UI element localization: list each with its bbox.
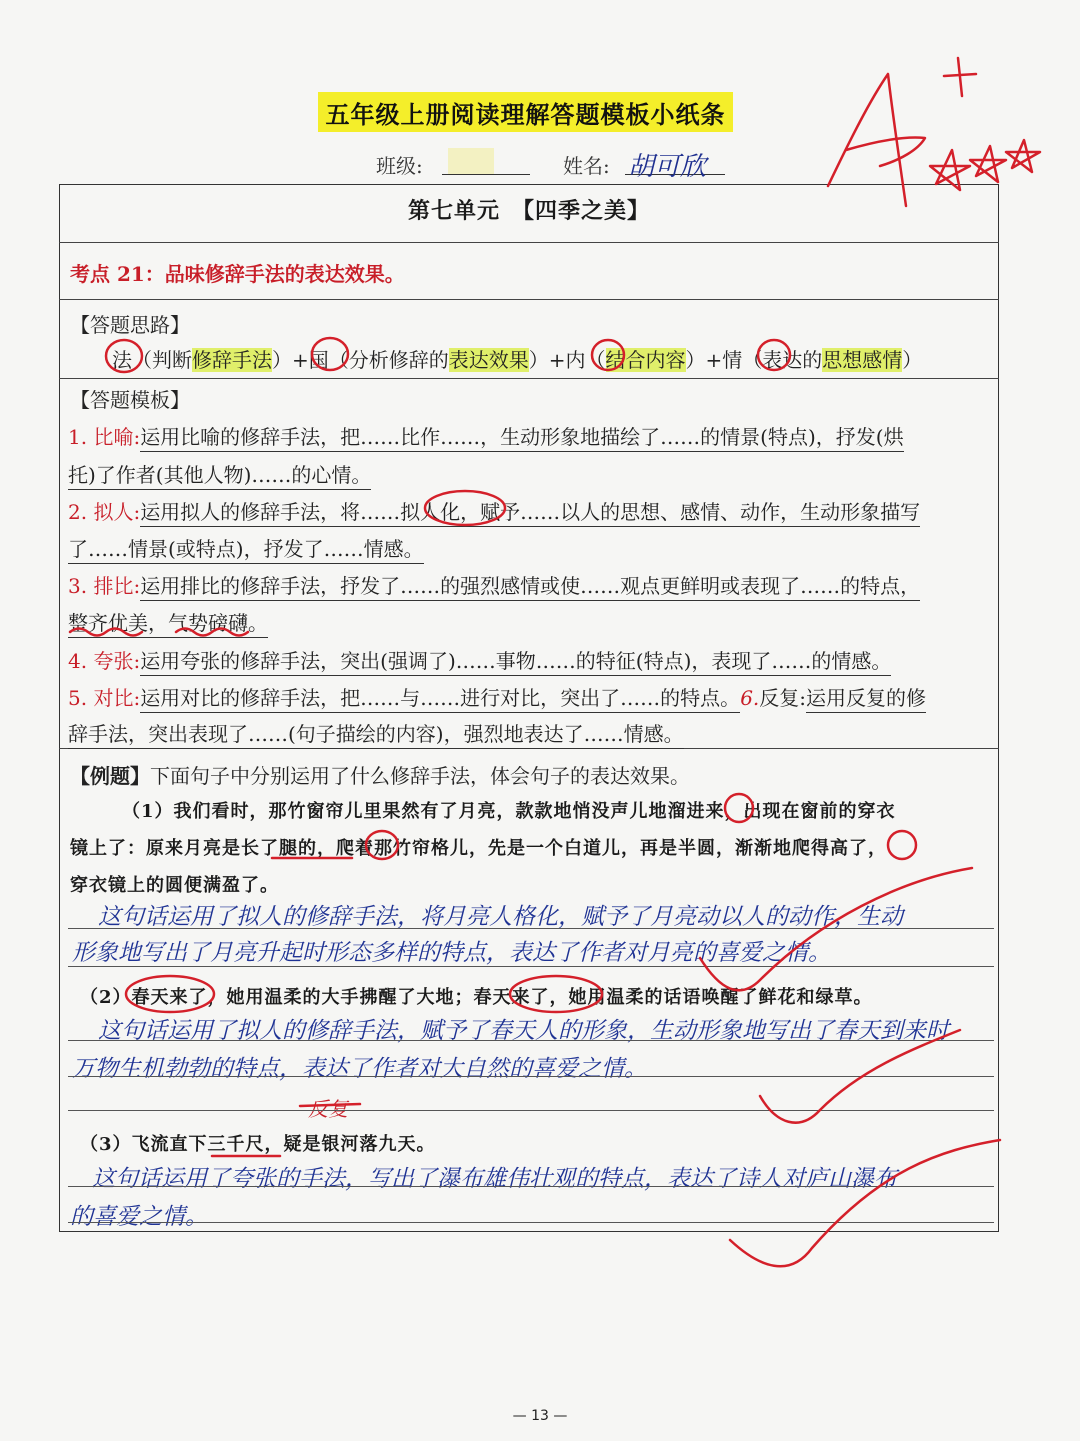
template-number: 5. 对比: [68, 686, 141, 710]
answer3-line2: 的喜爱之情。 [70, 1204, 208, 1230]
sikao-part: ） [902, 348, 923, 372]
answer2-line2: 万物生机勃勃的特点，表达了作者对大自然的喜爱之情。 [72, 1056, 647, 1082]
answer2-line1: 这句话运用了拟人的修辞手法，赋予了春天人的形象，生动形象地写出了春天到来时 [98, 1018, 949, 1044]
example-label: 【例题】 [70, 764, 150, 788]
class-highlight [448, 148, 494, 174]
answer-rule [68, 928, 994, 929]
class-label: 班级: [376, 154, 423, 178]
template-number: 4. 夸张: [68, 649, 141, 673]
template-text: 整齐优美，气势磅礴。 [68, 611, 268, 638]
divider-unit [59, 242, 999, 243]
template-text: 辞手法，突出表现了……(句子描绘的内容)，强烈地表达了……情感。 [68, 722, 684, 749]
kaodian-text: 考点 21：品味修辞手法的表达效果。 [70, 262, 405, 286]
sikao-highlight-3: 结合内容 [605, 348, 686, 372]
sikao-part: ）+内（ [528, 348, 606, 372]
template-number-6: 6. [740, 686, 760, 710]
teacher-note-repetition: 反复 [308, 1097, 348, 1121]
answer1-line2: 形象地写出了月亮升起时形态多样的特点，表达了作者对月亮的喜爱之情。 [72, 940, 831, 966]
q3-text: （3）飞流直下三千尺，疑是银河落九天。 [80, 1134, 436, 1155]
unit-title: 第七单元 【四季之美】 [407, 198, 650, 224]
template-personification-line2 [68, 533, 424, 562]
sikao-formula [112, 344, 922, 373]
q1-line2: 镜上了：原来月亮是长了腿的，爬着那竹帘格儿，先是一个白道儿，再是半圆，渐渐地爬得高了， [70, 838, 887, 859]
q1-line1: （1）我们看时，那竹窗帘儿里果然有了月亮，款款地悄没声儿地溜进来，出现在窗前的穿衣 [122, 801, 896, 822]
student-name: 胡可欣 [628, 152, 707, 182]
template-text: 运用反复的修 [806, 686, 926, 713]
template-number: 3. 排比: [68, 574, 141, 598]
answer-rule [68, 1222, 994, 1223]
template-text: 了……情景(或特点)，抒发了……情感。 [68, 537, 424, 564]
template-text: 运用拟人的修辞手法，将……拟人化，赋予……以人的思想、感情、动作，生动形象描写 [140, 500, 920, 527]
page-title: 五年级上册阅读理解答题模板小纸条 [318, 92, 733, 132]
class-field [442, 174, 530, 175]
sikao-highlight-4: 思想感情 [822, 348, 903, 372]
template-number: 2. 拟人: [68, 500, 141, 524]
example-header [70, 760, 690, 789]
sikao-part: ）+国（分析修辞的 [272, 348, 449, 372]
answer-rule [68, 1186, 994, 1187]
template-text: 托)了作者(其他人物)……的心情。 [68, 463, 371, 490]
name-label: 姓名: [563, 154, 610, 178]
template-contrast-line2 [68, 718, 684, 747]
sikao-fa: 法 [112, 348, 132, 372]
template-contrast-line1 [68, 682, 926, 711]
template-parallelism-line2 [68, 607, 268, 636]
template-text: 运用夸张的修辞手法，突出(强调了)……事物……的特征(特点)，表现了……的情感。 [140, 649, 891, 676]
answer1-line1: 这句话运用了拟人的修辞手法，将月亮人格化，赋予了月亮动以人的动作，生动 [98, 904, 903, 930]
template-hyperbole [68, 645, 891, 674]
answer-rule [68, 1076, 994, 1077]
template-metaphor-line1 [68, 421, 904, 450]
template-metaphor-line2 [68, 459, 371, 488]
sikao-header: 【答题思路】 [70, 313, 190, 337]
moban-header: 【答题模板】 [70, 388, 190, 412]
template-repetition-label: 反复: [759, 686, 807, 710]
sikao-part: （判断 [132, 348, 192, 372]
example-prompt: 下面句子中分别运用了什么修辞手法，体会句子的表达效果。 [150, 764, 690, 788]
template-text: 运用对比的修辞手法，把……与……进行对比，突出了……的特点。 [140, 686, 740, 713]
answer-rule [68, 1110, 994, 1111]
template-number: 1. 比喻: [68, 425, 141, 449]
answer-rule [68, 966, 994, 967]
divider-kaodian [59, 299, 999, 300]
template-text: 运用排比的修辞手法，抒发了……的强烈感情或使……观点更鲜明或表现了……的特点， [140, 574, 920, 601]
template-parallelism-line1 [68, 570, 920, 599]
q1-line3: 穿衣镜上的圆便满盈了。 [70, 875, 279, 896]
page-number: — 13 — [512, 1408, 568, 1424]
answer-rule [68, 1040, 994, 1041]
divider-sikao [59, 378, 999, 379]
sikao-part: ）+情（表达的 [685, 348, 823, 372]
sikao-highlight-1: 修辞手法 [192, 348, 272, 372]
template-text: 运用比喻的修辞手法，把……比作……，生动形象地描绘了……的情景(特点)，抒发(烘 [140, 425, 903, 452]
q2-text: （2）春天来了，她用温柔的大手拂醒了大地；春天来了，她用温柔的话语唤醒了鲜花和绿草。 [80, 987, 873, 1008]
sikao-highlight-2: 表达效果 [448, 348, 529, 372]
answer3-line1: 这句话运用了夸张的手法，写出了瀑布雄伟壮观的特点，表达了诗人对庐山瀑布 [92, 1166, 897, 1192]
template-personification-line1 [68, 496, 920, 525]
